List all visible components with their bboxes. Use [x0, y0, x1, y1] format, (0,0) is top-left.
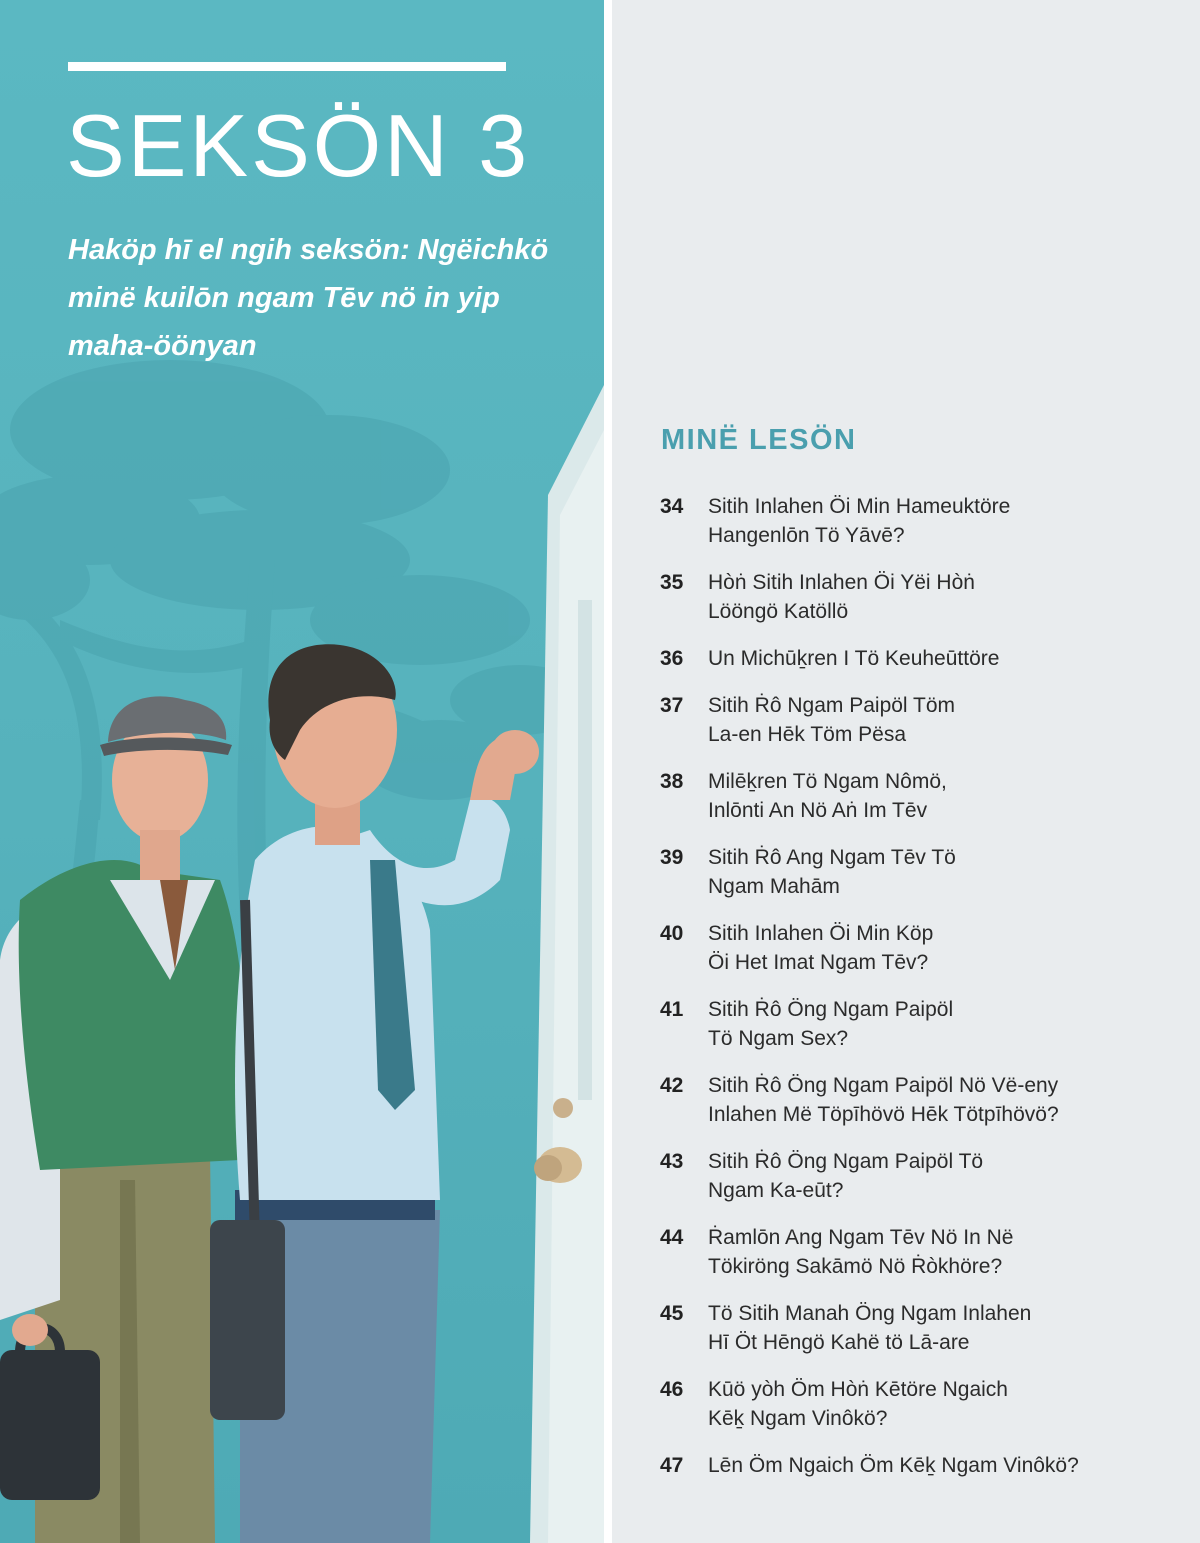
shoulder-bag [210, 1220, 285, 1420]
panel-divider [604, 0, 612, 1543]
door-lock [553, 1098, 573, 1118]
lesson-number: 36 [660, 647, 684, 670]
lesson-number: 40 [660, 922, 684, 945]
lesson-title: Sitih Ṙô Öng Ngam Paipöl Tö Ngam Ka-eūt? [708, 1150, 984, 1202]
lesson-title: Tö Sitih Manah Öng Ngam Inlahen Hī Öt Hēngö Kahë tö Lā-are [708, 1302, 1032, 1354]
lessons-heading: MINË LESÖN [661, 424, 857, 456]
title-rule [68, 62, 506, 71]
lesson-item[interactable] [660, 644, 1180, 691]
lesson-item[interactable] [660, 568, 1180, 644]
lesson-title: Sitih Ṙô Ngam Paipöl Töm La-en Hēk Töm Pësa [708, 694, 956, 746]
lesson-item[interactable] [660, 691, 1180, 767]
lesson-item[interactable] [660, 1071, 1180, 1147]
lesson-number: 34 [660, 495, 684, 518]
lesson-title: Sitih Inlahen Öi Min Köp Öi Het Imat Ngam Tēv? [708, 922, 934, 974]
lesson-item[interactable] [660, 1147, 1180, 1223]
lesson-item[interactable] [660, 1375, 1180, 1451]
lesson-title: Sitih Inlahen Öi Min Hameuktöre Hangenlōn Tö Yāvē? [708, 495, 1011, 547]
lesson-title: Ṙamlōn Ang Ngam Tēv Nö In Në Tökiröng Sakāmö Nö Ṙòkhöre? [708, 1226, 1014, 1278]
lesson-number: 37 [660, 694, 684, 717]
lesson-title: Sitih Ṙô Öng Ngam Paipöl Tö Ngam Sex? [708, 998, 954, 1050]
lesson-title: Sitih Ṙô Ang Ngam Tēv Tö Ngam Mahām [708, 846, 956, 898]
lesson-number: 39 [660, 846, 684, 869]
section-title: SEKSÖN 3 [66, 96, 531, 195]
lesson-title: Sitih Ṙô Öng Ngam Paipöl Nö Vë-eny Inlahen Më Töpīhövö Hēk Tötpīhövö? [708, 1074, 1059, 1126]
door [530, 385, 604, 1543]
lesson-number: 45 [660, 1302, 684, 1325]
lesson-number: 42 [660, 1074, 684, 1097]
briefcase [0, 1350, 100, 1500]
lesson-title: Milēḵren Tö Ngam Nômö, Inlōnti An Nö Aṅ Im Tēv [708, 770, 947, 822]
lesson-number: 43 [660, 1150, 684, 1173]
lesson-item[interactable] [660, 492, 1180, 568]
lesson-title: Hòṅ Sitih Inlahen Öi Yëi Hòṅ Lööngö Katöllö [708, 571, 975, 623]
lesson-number: 41 [660, 998, 684, 1021]
lesson-title: Lēn Öm Ngaich Öm Kēḵ Ngam Vinôkö? [708, 1454, 1079, 1477]
lesson-item[interactable] [660, 1223, 1180, 1299]
lesson-item[interactable] [660, 995, 1180, 1071]
lesson-item[interactable] [660, 1451, 1180, 1498]
lesson-item[interactable] [660, 843, 1180, 919]
lesson-number: 38 [660, 770, 684, 793]
lesson-number: 44 [660, 1226, 684, 1249]
section-subtitle: Haköp hī el ngih seksön: Ngëichkö minë kuilōn ngam Tēv nö in yip maha-öönyan [68, 234, 549, 362]
older-man [0, 696, 245, 1543]
lesson-list [660, 492, 1180, 1498]
lesson-number: 35 [660, 571, 684, 594]
lesson-title: Kūö yòh Öm Hòṅ Kētöre Ngaich Kēḵ Ngam Vinôkö? [708, 1378, 1008, 1430]
lesson-item[interactable] [660, 919, 1180, 995]
lesson-item[interactable] [660, 1299, 1180, 1375]
lesson-number: 47 [660, 1454, 684, 1477]
lesson-title: Un Michūḵren I Tö Keuheūttöre [708, 647, 1000, 670]
lesson-number: 46 [660, 1378, 684, 1401]
lesson-item[interactable] [660, 767, 1180, 843]
